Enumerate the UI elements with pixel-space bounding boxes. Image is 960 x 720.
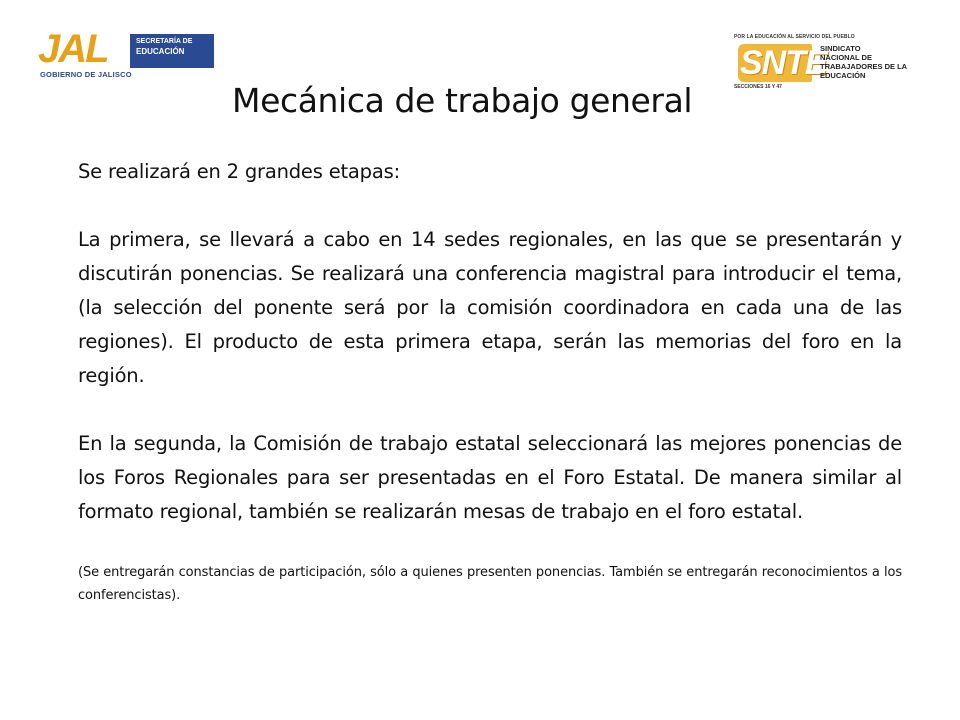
snte-wordmark: SNTE <box>740 44 827 82</box>
snte-name-line: TRABAJADORES DE LA <box>820 62 908 71</box>
snte-logo <box>730 34 910 96</box>
snte-name-block <box>820 44 910 80</box>
slide-body <box>78 155 902 607</box>
jal-line1: SECRETARÍA DE <box>136 38 193 45</box>
jalisco-education-logo <box>38 27 216 82</box>
snte-name-line: NACIONAL DE <box>820 53 872 62</box>
first-stage-paragraph: La primera, se llevará a cabo en 14 sedes regionales, en las que se presentarán y discutirán ponencias. Se realizará una conferencia magistral para introducir el tema, (la selección del ponente será por la comisión coordinadora en cada una de las regiones). El producto de esta primera etapa, serán las memorias del foro en la región. <box>78 228 902 387</box>
note-paragraph: (Se entregarán constancias de participación, sólo a quienes presenten ponencias. También se entregarán reconocimientos a los conferencistas). <box>78 565 902 603</box>
snte-sections: SECCIONES 16 Y 47 <box>734 84 782 90</box>
jal-wordmark: JAL <box>38 27 108 71</box>
snte-tagline: POR LA EDUCACIÓN AL SERVICIO DEL PUEBLO <box>734 34 855 40</box>
jal-secretaria-box <box>130 34 214 68</box>
snte-name-line: EDUCACIÓN <box>820 71 866 80</box>
slide-title: Mecánica de trabajo general <box>232 81 693 120</box>
jal-footer: GOBIERNO DE JALISCO <box>40 70 132 79</box>
snte-name-line: SINDICATO <box>820 44 861 53</box>
intro-paragraph: Se realizará en 2 grandes etapas: <box>78 160 400 183</box>
second-stage-paragraph: En la segunda, la Comisión de trabajo estatal seleccionará las mejores ponencias de los Foros Regionales para ser presentadas en el Foro Estatal. De manera similar al formato regional, también se realizarán mesas de trabajo en el foro estatal. <box>78 432 902 523</box>
jal-line2: EDUCACIÓN <box>136 47 185 56</box>
